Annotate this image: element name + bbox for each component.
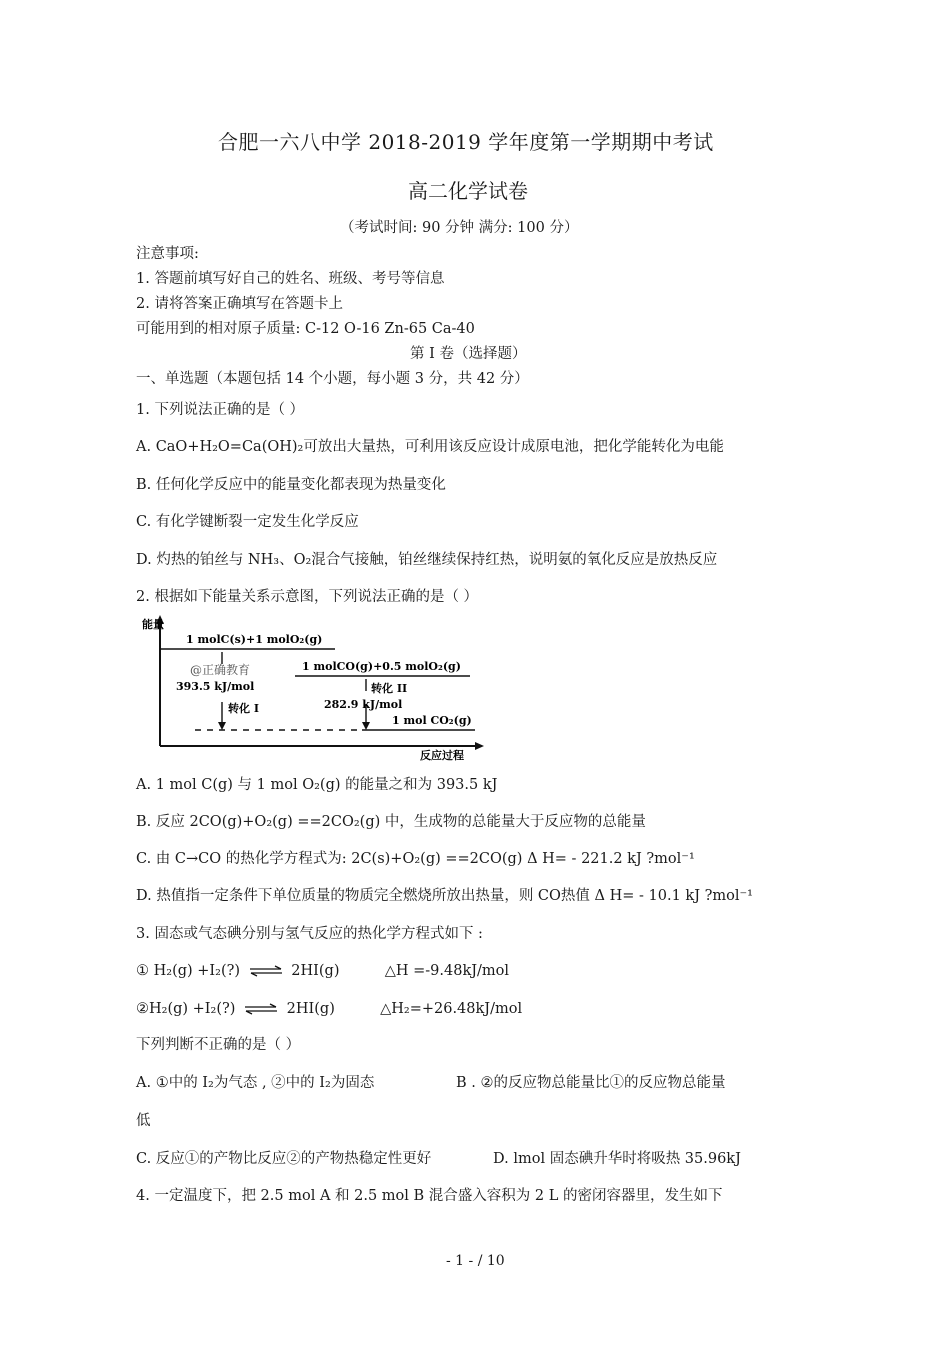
q2-option-d: D. 热值指一定条件下单位质量的物质完全燃烧所放出热量，则 CO热值 Δ H= - 10.1 kJ ?mol⁻¹ (136, 888, 753, 904)
eq2-reactants: ②H₂(g) +I₂(?) (136, 1001, 236, 1017)
equilibrium-arrow-icon (249, 965, 283, 977)
eq1-products: 2HI(g) (291, 963, 340, 979)
q2-option-b: B. 反应 2CO(g)+O₂(g) ==2CO₂(g) 中，生成物的总能量大于反应物的总能量 (136, 814, 646, 830)
q3-question: 下列判断不正确的是（ ） (136, 1037, 301, 1053)
q3-option-a: A. ①中的 I₂为气态 , ②中的 I₂为固态 (136, 1075, 375, 1091)
q1-option-c: C. 有化学键断裂一定发生化学反应 (136, 514, 359, 530)
section-intro: 一、单选题（本题包括 14 个小题，每小题 3 分，共 42 分） (136, 371, 529, 387)
eq1-delta-h: △H =-9.48kJ/mol (384, 963, 510, 979)
notes-heading: 注意事项: (136, 246, 199, 262)
y-axis-label: 能量 (142, 618, 164, 631)
arrow-1-head-icon (218, 722, 226, 730)
q2-option-c: C. 由 C→CO 的热化学方程式为: 2C(s)+O₂(g) ==2CO(g) Δ H= - 221.2 kJ ?mol⁻¹ (136, 851, 695, 867)
x-axis-label: 反应过程 (420, 749, 464, 762)
note-item-1: 1. 答题前填写好自己的姓名、班级、考号等信息 (136, 271, 445, 287)
q3-equation-2 (136, 1000, 522, 1018)
q3-option-b-continued: 低 (136, 1113, 151, 1129)
q2-option-a: A. 1 mol C(g) 与 1 mol O₂(g) 的能量之和为 393.5 kJ (136, 777, 498, 793)
page-number: - 1 - / 10 (446, 1253, 505, 1269)
q4-stem: 4. 一定温度下，把 2.5 mol A 和 2.5 mol B 混合盛入容积为 2 L 的密闭容器里，发生如下 (136, 1188, 723, 1204)
atomic-masses: 可能用到的相对原子质量: C-12 O-16 Zn-65 Ca-40 (136, 321, 475, 337)
page-title: 合肥一六八中学 2018-2019 学年度第一学期期中考试 (218, 130, 714, 154)
delta-2-label: 282.9 kJ/mol (324, 698, 403, 711)
q1-option-b: B. 任何化学反应中的能量变化都表现为热量变化 (136, 477, 446, 493)
equilibrium-arrow-icon (244, 1003, 278, 1015)
part-heading: 第 I 卷（选择题） (410, 346, 527, 362)
delta-1-label: 393.5 kJ/mol (176, 680, 255, 693)
q3-option-b: B . ②的反应物总能量比①的反应物总能量 (456, 1075, 726, 1091)
x-axis-arrow-icon (475, 742, 484, 750)
arrow-2-head-icon (362, 722, 370, 730)
level-3-label: 1 mol CO₂(g) (392, 714, 472, 727)
q3-equation-1 (136, 962, 509, 980)
exam-info: （考试时间: 90 分钟 满分: 100 分） (340, 220, 579, 236)
note-item-2: 2. 请将答案正确填写在答题卡上 (136, 296, 343, 312)
q1-stem: 1. 下列说法正确的是（ ） (136, 402, 305, 418)
eq1-reactants: ① H₂(g) +I₂(?) (136, 963, 241, 979)
energy-diagram (140, 612, 485, 762)
level-1-label: 1 molC(s)+1 molO₂(g) (186, 633, 323, 646)
level-2-label: 1 molCO(g)+0.5 molO₂(g) (302, 660, 461, 673)
step-1-label: 转化 I (228, 702, 259, 715)
q3-stem: 3. 固态或气态碘分别与氢气反应的热化学方程式如下 : (136, 926, 483, 942)
q3-option-d: D. lmol 固态碘升华时将吸热 35.96kJ (493, 1151, 741, 1167)
watermark: @正确教育 (190, 663, 251, 677)
page-subtitle: 高二化学试卷 (408, 179, 528, 203)
q2-stem: 2. 根据如下能量关系示意图，下列说法正确的是（ ） (136, 589, 479, 605)
q3-option-c: C. 反应①的产物比反应②的产物热稳定性更好 (136, 1151, 432, 1167)
eq2-delta-h: △H₂=+26.48kJ/mol (380, 1001, 523, 1017)
q1-option-a: A. CaO+H₂O=Ca(OH)₂可放出大量热，可利用该反应设计成原电池，把化学能转化为电能 (136, 439, 724, 455)
q1-option-d: D. 灼热的铂丝与 NH₃、O₂混合气接触，铂丝继续保持红热，说明氨的氧化反应是放热反应 (136, 552, 718, 568)
step-2-label: 转化 II (371, 682, 408, 695)
eq2-products: 2HI(g) (286, 1001, 335, 1017)
